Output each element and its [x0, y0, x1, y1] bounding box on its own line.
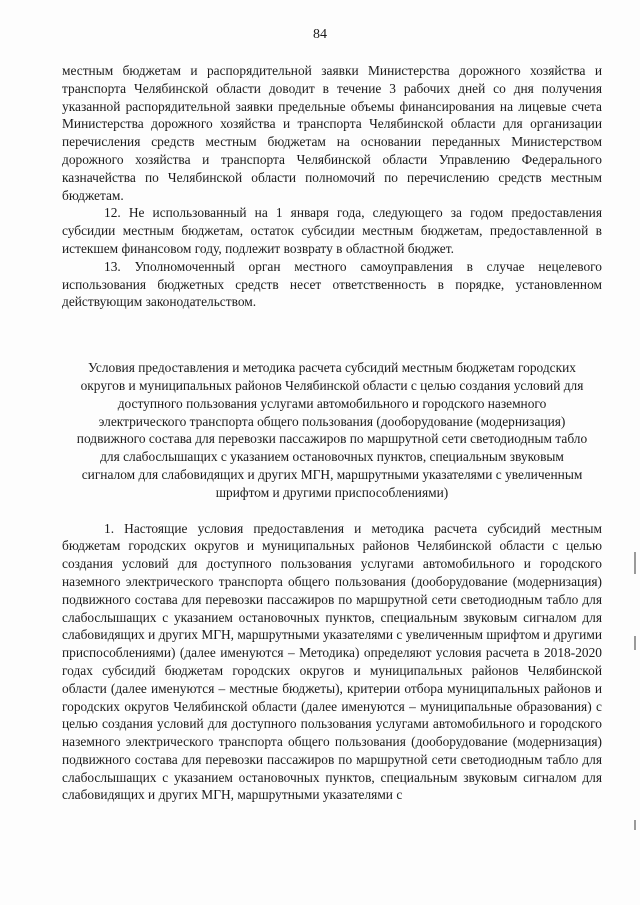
page-content	[62, 62, 602, 804]
spacer	[62, 311, 602, 359]
scan-edge-mark	[634, 820, 636, 830]
paragraph-item-12: 12. Не использованный на 1 января года, следующего за годом предоставления субсидии местным бюджетам, остаток субсидии местным бюджетам, предоставленной в истекшем финансовом году, подлежит возврату в областной бюджет.	[62, 205, 602, 256]
paragraph-item-13: 13. Уполномоченный орган местного самоуправления в случае нецелевого использования бюджетных средств несет ответственность в порядке, установленном действующим законодательством.	[62, 258, 602, 310]
paragraph-item-1: 1. Настоящие условия предоставления и методика расчета субсидий местным бюджетам городских округов и муниципальных районов Челябинской области с целью создания условий для доступного пользования услугами автомобильного и городского наземного электрического транспорта общего пользования (дооборудование (модернизация) подвижного состава для перевозки пассажиров по маршрутной сети светодиодным табло для слабослышащих с указанием остановочных пунктов, специальным звуковым сигналом для слабовидящих и других МГН, маршрутными указателями с увеличенным шрифтом и другими приспособлениями) (далее именуются – Методика) определяют условия расчета в 2018-2020 годах субсидий бюджетам городских округов и муниципальных районов Челябинской области (далее именуются – местные бюджеты), критерии отбора муниципальных районов и городских округов Челябинской области (далее именуются – муниципальные образования) с целью создания условий для доступного пользования услугами автомобильного и городского наземного электрического транспорта общего пользования (дооборудование (модернизация) подвижного состава для перевозки пассажиров по маршрутной сети светодиодным табло для слабослышащих с указанием остановочных пунктов, специальным звуковым сигналом для слабовидящих и других МГН, маршрутными указателями с	[62, 520, 602, 803]
scan-edge-mark	[634, 552, 636, 574]
section-heading: Условия предоставления и методика расчета субсидий местным бюджетам городских округов и муниципальных районов Челябинской области с целью создания условий для доступного пользования услугами автомобильного и городского наземного электрического транспорта общего пользования (дооборудование (модернизация) подвижного состава для перевозки пассажиров по маршрутной сети светодиодным табло для слабослышащих с указанием остановочных пунктов, специальным звуковым сигналом для слабовидящих и других МГН, маршрутными указателями с увеличенным шрифтом и другими приспособлениями)	[76, 360, 588, 500]
spacer	[62, 502, 602, 520]
paragraph-continuation: местным бюджетам и распорядительной заявки Министерства дорожного хозяйства и транспорта Челябинской области доводит в течение 3 рабочих дней со дня получения указанной распорядительной заявки предельные объемы финансирования на лицевые счета Министерства дорожного хозяйства и транспорта Челябинской области для организации перечисления средств местным бюджетам на основании переданных Министерством дорожного хозяйства и транспорта Челябинской области Управлению Федерального казначейства по Челябинской области полномочий по перечислению средств местным бюджетам.	[62, 63, 602, 203]
page-number: 84	[313, 27, 327, 42]
scan-edge-mark	[634, 636, 636, 650]
